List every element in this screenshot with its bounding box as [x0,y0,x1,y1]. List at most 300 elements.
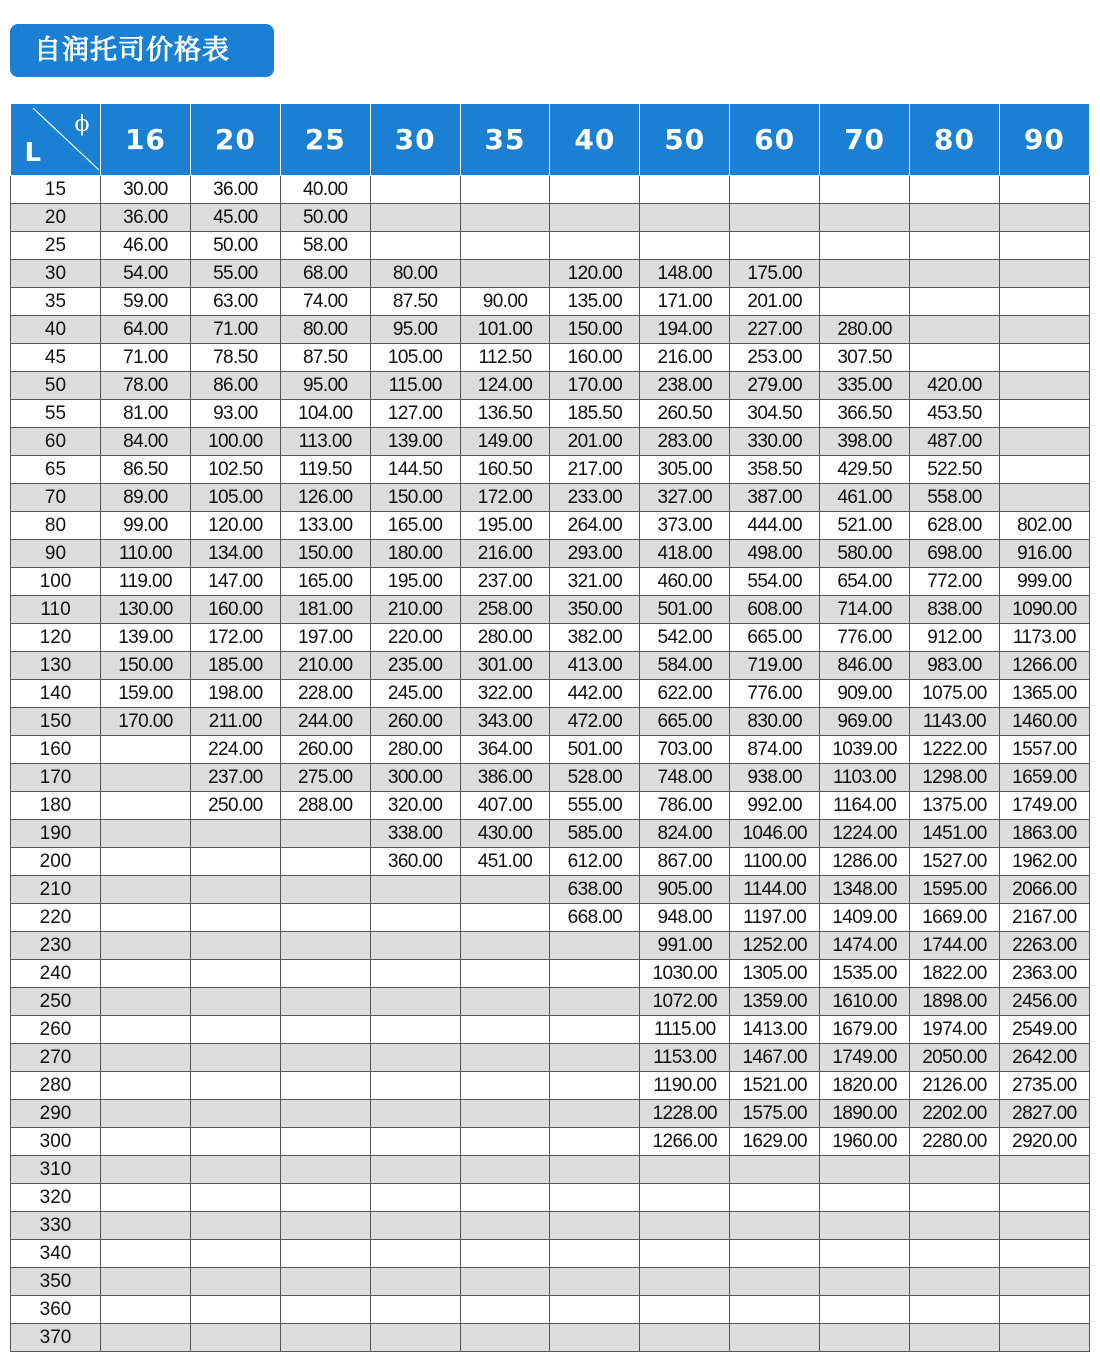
price-cell: 802.00 [999,512,1089,540]
length-cell: 360 [11,1296,101,1324]
price-cell: 238.00 [640,372,730,400]
table-row [11,344,1090,372]
price-cell: 2050.00 [910,1044,1000,1072]
price-cell [370,1268,460,1296]
price-cell: 144.50 [370,456,460,484]
price-cell [190,1268,280,1296]
price-cell: 134.00 [190,540,280,568]
price-cell: 194.00 [640,316,730,344]
price-cell: 160.00 [190,596,280,624]
price-cell: 1100.00 [730,848,820,876]
price-cell [910,176,1000,204]
price-cell: 1144.00 [730,876,820,904]
price-cell: 171.00 [640,288,730,316]
price-cell: 216.00 [460,540,550,568]
price-cell [730,1240,820,1268]
price-cell [460,1044,550,1072]
price-cell: 1467.00 [730,1044,820,1072]
price-cell: 104.00 [280,400,370,428]
price-cell: 275.00 [280,764,370,792]
length-cell: 280 [11,1072,101,1100]
price-cell [910,1324,1000,1352]
price-cell [820,1184,910,1212]
price-cell: 1962.00 [999,848,1089,876]
price-cell: 420.00 [910,372,1000,400]
price-cell: 115.00 [370,372,460,400]
price-cell: 350.00 [550,596,640,624]
price-cell: 830.00 [730,708,820,736]
price-cell [101,1156,191,1184]
price-cell [101,876,191,904]
price-cell [460,1128,550,1156]
price-cell [101,1184,191,1212]
price-cell: 444.00 [730,512,820,540]
price-cell: 180.00 [370,540,460,568]
price-cell: 1822.00 [910,960,1000,988]
price-cell: 102.50 [190,456,280,484]
price-cell: 992.00 [730,792,820,820]
price-cell: 321.00 [550,568,640,596]
price-cell [910,204,1000,232]
price-cell: 1164.00 [820,792,910,820]
price-cell: 1960.00 [820,1128,910,1156]
price-cell [280,960,370,988]
price-cell [640,1184,730,1212]
price-cell [999,456,1089,484]
price-cell [280,1044,370,1072]
price-cell [910,1296,1000,1324]
price-cell: 198.00 [190,680,280,708]
price-cell: 172.00 [190,624,280,652]
price-cell [370,1184,460,1212]
price-cell [460,960,550,988]
price-cell: 335.00 [820,372,910,400]
price-cell: 487.00 [910,428,1000,456]
price-cell: 280.00 [820,316,910,344]
price-cell: 80.00 [280,316,370,344]
price-cell: 195.00 [370,568,460,596]
price-cell [730,232,820,260]
price-cell: 912.00 [910,624,1000,652]
price-cell: 555.00 [550,792,640,820]
price-cell: 105.00 [370,344,460,372]
price-cell [820,1156,910,1184]
price-cell [550,960,640,988]
price-cell [370,1240,460,1268]
price-cell [550,1072,640,1100]
price-cell [101,792,191,820]
price-cell: 185.00 [190,652,280,680]
price-cell: 195.00 [460,512,550,540]
price-cell: 330.00 [730,428,820,456]
price-cell [460,988,550,1016]
price-cell [999,232,1089,260]
price-cell: 210.00 [370,596,460,624]
price-cell [460,232,550,260]
price-cell [370,960,460,988]
price-cell: 2920.00 [999,1128,1089,1156]
price-cell: 2642.00 [999,1044,1089,1072]
price-cell [550,1044,640,1072]
length-cell: 320 [11,1184,101,1212]
price-cell [460,176,550,204]
price-cell [999,260,1089,288]
price-cell: 86.50 [101,456,191,484]
price-cell: 211.00 [190,708,280,736]
price-cell: 1974.00 [910,1016,1000,1044]
price-cell: 280.00 [460,624,550,652]
table-row [11,1296,1090,1324]
price-cell [190,1184,280,1212]
table-row [11,1044,1090,1072]
price-cell: 1629.00 [730,1128,820,1156]
price-cell: 1224.00 [820,820,910,848]
length-cell: 160 [11,736,101,764]
price-cell [280,848,370,876]
price-cell: 2456.00 [999,988,1089,1016]
table-row [11,876,1090,904]
price-cell: 983.00 [910,652,1000,680]
price-cell [101,736,191,764]
price-cell [910,1240,1000,1268]
price-cell: 867.00 [640,848,730,876]
price-cell: 253.00 [730,344,820,372]
price-cell [640,1324,730,1352]
price-cell [550,932,640,960]
price-cell: 288.00 [280,792,370,820]
price-cell: 1228.00 [640,1100,730,1128]
price-cell: 1521.00 [730,1072,820,1100]
length-cell: 130 [11,652,101,680]
price-cell: 71.00 [190,316,280,344]
length-cell: 180 [11,792,101,820]
price-cell: 237.00 [190,764,280,792]
price-cell: 1298.00 [910,764,1000,792]
price-cell: 1197.00 [730,904,820,932]
table-row [11,1240,1090,1268]
price-cell: 99.00 [101,512,191,540]
price-cell [910,232,1000,260]
price-cell: 127.00 [370,400,460,428]
price-cell: 50.00 [280,204,370,232]
price-cell [101,1296,191,1324]
price-cell: 387.00 [730,484,820,512]
price-cell: 776.00 [820,624,910,652]
price-cell: 1153.00 [640,1044,730,1072]
price-cell [550,1100,640,1128]
price-cell: 175.00 [730,260,820,288]
price-cell: 714.00 [820,596,910,624]
price-cell [910,1156,1000,1184]
price-cell: 1890.00 [820,1100,910,1128]
price-cell: 1173.00 [999,624,1089,652]
price-cell [460,932,550,960]
price-cell: 2280.00 [910,1128,1000,1156]
price-cell: 429.50 [820,456,910,484]
price-cell [999,204,1089,232]
price-cell: 969.00 [820,708,910,736]
price-cell [370,1016,460,1044]
price-cell: 451.00 [460,848,550,876]
price-cell [190,1100,280,1128]
price-cell: 668.00 [550,904,640,932]
price-cell: 105.00 [190,484,280,512]
price-cell: 938.00 [730,764,820,792]
price-cell: 40.00 [280,176,370,204]
price-cell [460,204,550,232]
length-cell: 30 [11,260,101,288]
row-axis-label: L [24,138,43,168]
price-cell [550,1296,640,1324]
table-row [11,316,1090,344]
price-cell: 59.00 [101,288,191,316]
price-cell: 1090.00 [999,596,1089,624]
price-cell [910,1184,1000,1212]
price-cell [820,260,910,288]
price-cell: 64.00 [101,316,191,344]
price-cell: 1863.00 [999,820,1089,848]
price-cell: 608.00 [730,596,820,624]
price-cell [101,1324,191,1352]
price-cell: 1115.00 [640,1016,730,1044]
price-cell: 1413.00 [730,1016,820,1044]
price-cell: 320.00 [370,792,460,820]
price-cell: 305.00 [640,456,730,484]
price-cell: 185.50 [550,400,640,428]
price-cell: 71.00 [101,344,191,372]
length-cell: 25 [11,232,101,260]
length-cell: 200 [11,848,101,876]
price-cell: 580.00 [820,540,910,568]
price-cell [101,1212,191,1240]
price-cell [999,1296,1089,1324]
price-cell [820,1324,910,1352]
price-cell: 235.00 [370,652,460,680]
price-cell [370,904,460,932]
diameter-header: 50 [640,104,730,176]
price-cell [999,1156,1089,1184]
price-cell [550,988,640,1016]
price-cell: 139.00 [101,624,191,652]
price-cell [460,1184,550,1212]
length-cell: 270 [11,1044,101,1072]
price-cell [280,1324,370,1352]
price-cell: 170.00 [101,708,191,736]
price-cell [280,1100,370,1128]
price-cell [730,1184,820,1212]
price-cell [820,1296,910,1324]
price-cell: 1460.00 [999,708,1089,736]
price-cell: 1348.00 [820,876,910,904]
price-cell [190,1072,280,1100]
price-cell: 521.00 [820,512,910,540]
price-cell [999,344,1089,372]
price-cell [101,988,191,1016]
price-cell: 418.00 [640,540,730,568]
price-cell: 1557.00 [999,736,1089,764]
price-cell: 2126.00 [910,1072,1000,1100]
price-cell: 327.00 [640,484,730,512]
price-cell: 160.00 [550,344,640,372]
corner-header [11,104,101,176]
price-cell: 135.00 [550,288,640,316]
price-cell: 86.00 [190,372,280,400]
length-cell: 290 [11,1100,101,1128]
price-cell: 386.00 [460,764,550,792]
price-cell: 1359.00 [730,988,820,1016]
price-cell: 237.00 [460,568,550,596]
table-row [11,680,1090,708]
price-cell: 197.00 [280,624,370,652]
price-cell: 150.00 [101,652,191,680]
length-cell: 140 [11,680,101,708]
price-cell: 1679.00 [820,1016,910,1044]
length-cell: 120 [11,624,101,652]
length-cell: 45 [11,344,101,372]
price-cell: 93.00 [190,400,280,428]
length-cell: 110 [11,596,101,624]
price-cell [280,876,370,904]
price-cell [910,1212,1000,1240]
price-cell: 120.00 [190,512,280,540]
price-cell: 1744.00 [910,932,1000,960]
price-cell: 343.00 [460,708,550,736]
price-cell: 909.00 [820,680,910,708]
table-row [11,764,1090,792]
price-cell: 1252.00 [730,932,820,960]
length-cell: 20 [11,204,101,232]
price-cell: 165.00 [280,568,370,596]
length-cell: 370 [11,1324,101,1352]
price-cell [999,400,1089,428]
price-cell: 130.00 [101,596,191,624]
diameter-header: 35 [460,104,550,176]
table-row [11,652,1090,680]
price-cell [280,1240,370,1268]
price-cell [910,288,1000,316]
price-cell [460,1016,550,1044]
table-row [11,1156,1090,1184]
price-cell: 719.00 [730,652,820,680]
price-cell: 1669.00 [910,904,1000,932]
price-cell [101,904,191,932]
price-cell: 260.00 [370,708,460,736]
table-row [11,1268,1090,1296]
price-cell [910,316,1000,344]
price-cell: 150.00 [550,316,640,344]
table-row [11,512,1090,540]
price-cell: 55.00 [190,260,280,288]
price-cell [460,1324,550,1352]
price-cell: 824.00 [640,820,730,848]
price-cell: 90.00 [460,288,550,316]
price-cell: 95.00 [280,372,370,400]
price-cell: 622.00 [640,680,730,708]
price-cell: 1143.00 [910,708,1000,736]
table-row [11,736,1090,764]
price-cell [190,1296,280,1324]
price-cell: 2202.00 [910,1100,1000,1128]
price-cell: 81.00 [101,400,191,428]
price-cell [550,176,640,204]
price-cell: 322.00 [460,680,550,708]
price-cell: 89.00 [101,484,191,512]
price-cell [550,1156,640,1184]
table-row [11,904,1090,932]
price-cell: 244.00 [280,708,370,736]
length-cell: 310 [11,1156,101,1184]
price-cell: 665.00 [730,624,820,652]
price-cell [910,1268,1000,1296]
length-cell: 340 [11,1240,101,1268]
length-cell: 70 [11,484,101,512]
price-cell: 2066.00 [999,876,1089,904]
table-row [11,1184,1090,1212]
length-cell: 150 [11,708,101,736]
price-cell [101,1100,191,1128]
price-cell [190,988,280,1016]
price-cell: 654.00 [820,568,910,596]
price-cell: 948.00 [640,904,730,932]
price-cell: 772.00 [910,568,1000,596]
price-cell: 74.00 [280,288,370,316]
price-cell: 46.00 [101,232,191,260]
price-cell: 110.00 [101,540,191,568]
price-cell [280,1296,370,1324]
table-row [11,1016,1090,1044]
price-cell: 300.00 [370,764,460,792]
table-row [11,596,1090,624]
price-cell: 430.00 [460,820,550,848]
price-cell: 905.00 [640,876,730,904]
price-cell: 228.00 [280,680,370,708]
length-cell: 60 [11,428,101,456]
length-cell: 240 [11,960,101,988]
price-cell: 201.00 [730,288,820,316]
price-cell: 1575.00 [730,1100,820,1128]
price-cell: 366.50 [820,400,910,428]
price-cell: 874.00 [730,736,820,764]
length-cell: 250 [11,988,101,1016]
price-cell [101,1072,191,1100]
table-row [11,1128,1090,1156]
price-cell: 100.00 [190,428,280,456]
length-cell: 55 [11,400,101,428]
table-row [11,232,1090,260]
price-cell [190,904,280,932]
price-cell [550,1184,640,1212]
price-cell [280,820,370,848]
diameter-header: 16 [101,104,191,176]
price-cell: 148.00 [640,260,730,288]
price-cell [370,932,460,960]
price-cell: 160.50 [460,456,550,484]
table-row [11,1072,1090,1100]
price-cell [999,1184,1089,1212]
price-table [10,104,1090,1352]
price-cell [280,1128,370,1156]
price-cell: 364.00 [460,736,550,764]
price-cell: 84.00 [101,428,191,456]
price-cell [370,1324,460,1352]
length-cell: 50 [11,372,101,400]
column-axis-label: ϕ [74,112,91,137]
price-cell [190,1044,280,1072]
price-cell: 95.00 [370,316,460,344]
price-cell: 58.00 [280,232,370,260]
table-row [11,484,1090,512]
price-cell: 216.00 [640,344,730,372]
